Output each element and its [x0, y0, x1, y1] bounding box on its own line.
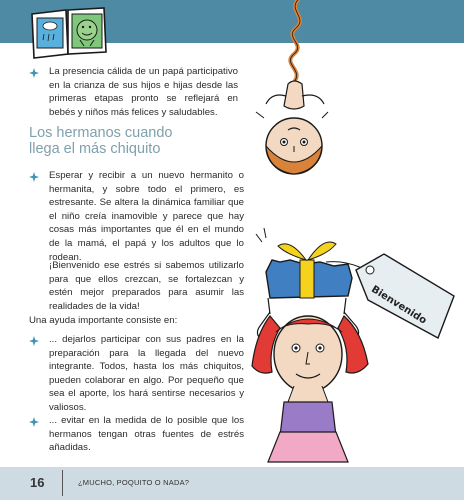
section-heading-line1: Los hermanos cuando: [29, 125, 173, 141]
bullet-icon: [29, 172, 39, 182]
book-title: ¿MUCHO, POQUITO O NADA?: [78, 478, 190, 487]
page-number: 16: [30, 475, 45, 490]
bullet-icon: [29, 336, 39, 346]
footer-band: [0, 467, 464, 500]
section-heading: [29, 126, 249, 157]
intro-paragraph: La presencia cálida de un papá participativo en la crianza de sus hijos e hijas desde las primeras etapas pronto se reflejará en bebés y niños más felices y saludables.: [49, 66, 238, 118]
gift-tag-label: Bienvenido: [369, 284, 429, 327]
bullet-paragraph-1: Esperar y recibir a un nuevo hermanito o hermanita, y sobre todo el primero, es estresante. Se altera la dinámica familiar que el niño creía inamovible y parece que hay cosas más importantes que él en el mundo de la mamá, el papá y los adultos que lo rodean.: [49, 170, 244, 263]
bullet-icon: [29, 417, 39, 427]
bullet-paragraph-2: ... dejarlos participar con sus padres en la preparación para la llegada del nuevo integrante. Todos, hasta los más chiquitos, pueden colaborar en algo. Por pequeño que sea el aporte, los hará sentirse necesarios y valiosos.: [49, 334, 244, 413]
hanging-baby-illustration: [248, 0, 340, 185]
bienvenido-paragraph: ¡Bienvenido ese estrés si sabemos utilizarlo para que ellos crezcan, se fortalezcan y estén mejor preparados para asumir las realidades de la vida!: [49, 260, 244, 312]
footer-separator: [62, 470, 63, 496]
help-intro-text: Una ayuda importante consiste en:: [29, 315, 178, 326]
section-heading-line2: llega el más chiquito: [29, 140, 161, 157]
bullet-paragraph-3: ... evitar en la medida de lo posible que los hermanos tengan otras fuentes de estrés añadidas.: [49, 415, 244, 454]
bullet-icon: [29, 68, 39, 78]
book-illustration: [28, 4, 110, 60]
